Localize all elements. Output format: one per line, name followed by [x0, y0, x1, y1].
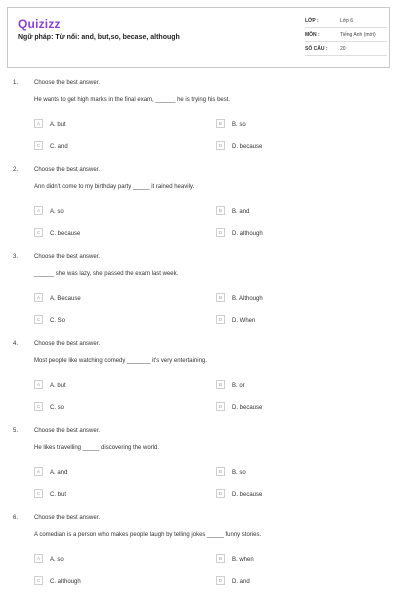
option-letter-box: B — [216, 380, 225, 389]
question-number: 2. — [13, 167, 19, 173]
divider — [305, 41, 387, 42]
option-letter-box: D — [216, 402, 225, 411]
option-letter-box: C — [34, 141, 43, 150]
option-label: C. although — [50, 579, 81, 585]
question-prompt: Choose the best answer. — [34, 167, 101, 173]
question-prompt: Choose the best answer. — [34, 80, 101, 86]
question-text: Most people like watching comedy _______ it's very entertaining. — [34, 358, 207, 364]
meta-key: MÔN : — [305, 32, 320, 38]
option-label: A. so — [50, 557, 64, 563]
option-label: D. and — [232, 579, 250, 585]
question-number: 6. — [13, 515, 19, 521]
option-label: A. so — [50, 209, 64, 215]
option-letter-box: C — [34, 315, 43, 324]
option-letter-box: A — [34, 467, 43, 476]
option-label: A. Because — [50, 296, 81, 302]
option-label: B. Although — [232, 296, 263, 302]
option-letter-box: B — [216, 554, 225, 563]
option-label: C. but — [50, 492, 67, 498]
question-text: He likes travelling _____ discovering the world. — [34, 445, 160, 451]
option-label: C. because — [50, 231, 81, 237]
option-label: D. although — [232, 231, 263, 237]
quizizz-logo: Quizizz — [18, 17, 61, 31]
option-letter-box: D — [216, 141, 225, 150]
option-letter-box: A — [34, 206, 43, 215]
question-prompt: Choose the best answer. — [34, 341, 101, 347]
option-letter-box: A — [34, 554, 43, 563]
worksheet-title: Ngữ pháp: Từ nối: and, but,so, becase, although — [18, 34, 180, 41]
option-label: A. but — [50, 383, 66, 389]
option-label: C. so — [50, 405, 65, 411]
question-text: ______ she was lazy, she passed the exam last week. — [34, 271, 179, 277]
option-label: B. so — [232, 122, 246, 128]
option-letter-box: B — [216, 206, 225, 215]
question-number: 3. — [13, 254, 19, 260]
option-letter-box: C — [34, 228, 43, 237]
question-text: He wants to get high marks in the final exam, ______ he is trying his best. — [34, 97, 231, 103]
option-letter-box: C — [34, 489, 43, 498]
meta-key: SỐ CÂU : — [305, 46, 328, 52]
option-label: B. when — [232, 557, 254, 563]
question-number: 5. — [13, 428, 19, 434]
option-label: D. When — [232, 318, 256, 324]
option-label: D. because — [232, 405, 263, 411]
option-letter-box: D — [216, 489, 225, 498]
option-label: A. but — [50, 122, 66, 128]
option-label: D. because — [232, 144, 263, 150]
option-label: D. because — [232, 492, 263, 498]
option-label: B. or — [232, 383, 245, 389]
option-label: C. So — [50, 318, 66, 324]
option-letter-box: B — [216, 467, 225, 476]
question-prompt: Choose the best answer. — [34, 428, 101, 434]
meta-value: 20 — [340, 46, 346, 52]
option-label: C. and — [50, 144, 68, 150]
meta-key: LỚP : — [305, 18, 319, 24]
divider — [305, 55, 387, 56]
meta-value: Lớp 6 — [340, 18, 354, 24]
option-letter-box: B — [216, 293, 225, 302]
option-letter-box: B — [216, 119, 225, 128]
option-letter-box: D — [216, 576, 225, 585]
option-letter-box: D — [216, 228, 225, 237]
divider — [305, 27, 387, 28]
option-letter-box: C — [34, 576, 43, 585]
option-letter-box: A — [34, 119, 43, 128]
question-prompt: Choose the best answer. — [34, 254, 101, 260]
option-label: A. and — [50, 470, 68, 476]
question-prompt: Choose the best answer. — [34, 515, 101, 521]
question-text: Ann didn't come to my birthday party _____ it rained heavily. — [34, 184, 195, 190]
option-letter-box: D — [216, 315, 225, 324]
option-label: B. and — [232, 209, 250, 215]
question-number: 4. — [13, 341, 19, 347]
question-text: A comedian is a person who makes people laugh by telling jokes _____ funny stories. — [34, 532, 262, 538]
option-letter-box: A — [34, 293, 43, 302]
option-label: B. so — [232, 470, 246, 476]
option-letter-box: A — [34, 380, 43, 389]
option-letter-box: C — [34, 402, 43, 411]
question-number: 1. — [13, 80, 19, 86]
meta-value: Tiếng Anh (mới) — [340, 32, 376, 38]
worksheet-header — [7, 7, 390, 68]
